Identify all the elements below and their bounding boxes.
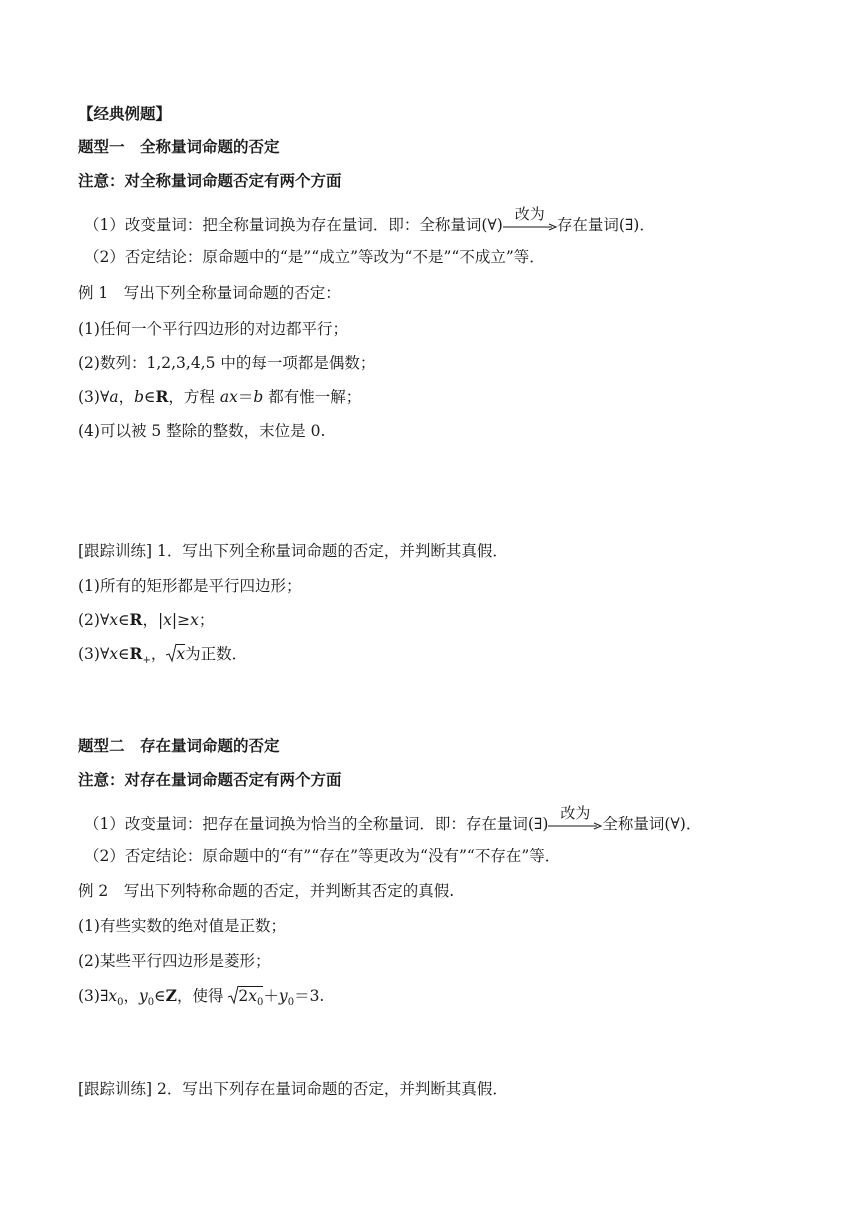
arrow-label: 改为 — [560, 804, 591, 822]
example2-item1: (1)有些实数的绝对值是正数； — [78, 917, 286, 935]
type1-title: 题型一 全称量词命题的否定 — [78, 137, 280, 156]
practice1-item1: (1)所有的矩形都是平行四边形； — [78, 577, 302, 595]
type2-title: 题型二 存在量词命题的否定 — [78, 736, 280, 755]
example2-item2: (2)某些平行四边形是菱形； — [78, 952, 271, 970]
type1-point1-pre: （1）改变量词：把全称量词换为存在量词．即：全称量词(∀) — [84, 216, 503, 234]
practice2-title: [跟踪训练] 2．写出下列存在量词命题的否定，并判断其真假． — [78, 1080, 508, 1098]
sqrt-icon: $2x_0$ — [228, 985, 263, 1014]
example1-item4: (4)可以被 5 整除的整数，末位是 0. — [78, 422, 326, 440]
type2-point1-pre: （1）改变量词：把存在量词换为恰当的全称量词．即：存在量词(∃) — [84, 815, 549, 833]
example2-title: 例 2 写出下列特称命题的否定，并判断其否定的真假. — [78, 882, 455, 900]
example1-item3: (3)∀a，b∈R，方程 ax＝b 都有惟一解； — [78, 387, 362, 406]
type1-note: 注意：对全称量词命题否定有两个方面 — [78, 171, 342, 190]
right-arrow-icon — [503, 205, 557, 233]
example1-item2: (2)数列：1,2,3,4,5 中的每一项都是偶数； — [78, 354, 376, 372]
arrow-label: 改为 — [514, 205, 545, 223]
example1-title: 例 1 写出下列全称量词命题的否定： — [78, 284, 341, 302]
type2-note: 注意：对存在量词命题否定有两个方面 — [78, 770, 342, 789]
sqrt-icon: x — [166, 643, 185, 665]
example2-item3: $(3)\exists x_0$，$y_0\in Z$，使得 $2x_0+y_0=3$. — [78, 985, 324, 1014]
section-title: 【经典例题】 — [78, 104, 172, 123]
type2-point1 — [84, 804, 702, 835]
type1-point2: （2）否定结论：原命题中的“是”“成立”等改为“不是”“不成立”等． — [84, 248, 545, 266]
right-arrow-icon — [548, 804, 602, 832]
practice1-item2: (2)∀x∈R，|x|≥x； — [78, 610, 215, 629]
type2-point2: （2）否定结论：原命题中的“有”“存在”等更改为“没有”“不存在”等． — [84, 847, 561, 865]
type1-point1 — [84, 205, 655, 236]
practice1-title: [跟踪训练] 1．写出下列全称量词命题的否定，并判断其真假． — [78, 542, 508, 560]
practice1-item3: $(3)\forall x\in R_+$， x为正数． — [78, 644, 248, 667]
type2-point1-post: 全称量词(∀)． — [602, 815, 702, 833]
example1-item1: (1)任何一个平行四边形的对边都平行； — [78, 320, 348, 338]
type1-point1-post: 存在量词(∃)． — [556, 216, 655, 234]
